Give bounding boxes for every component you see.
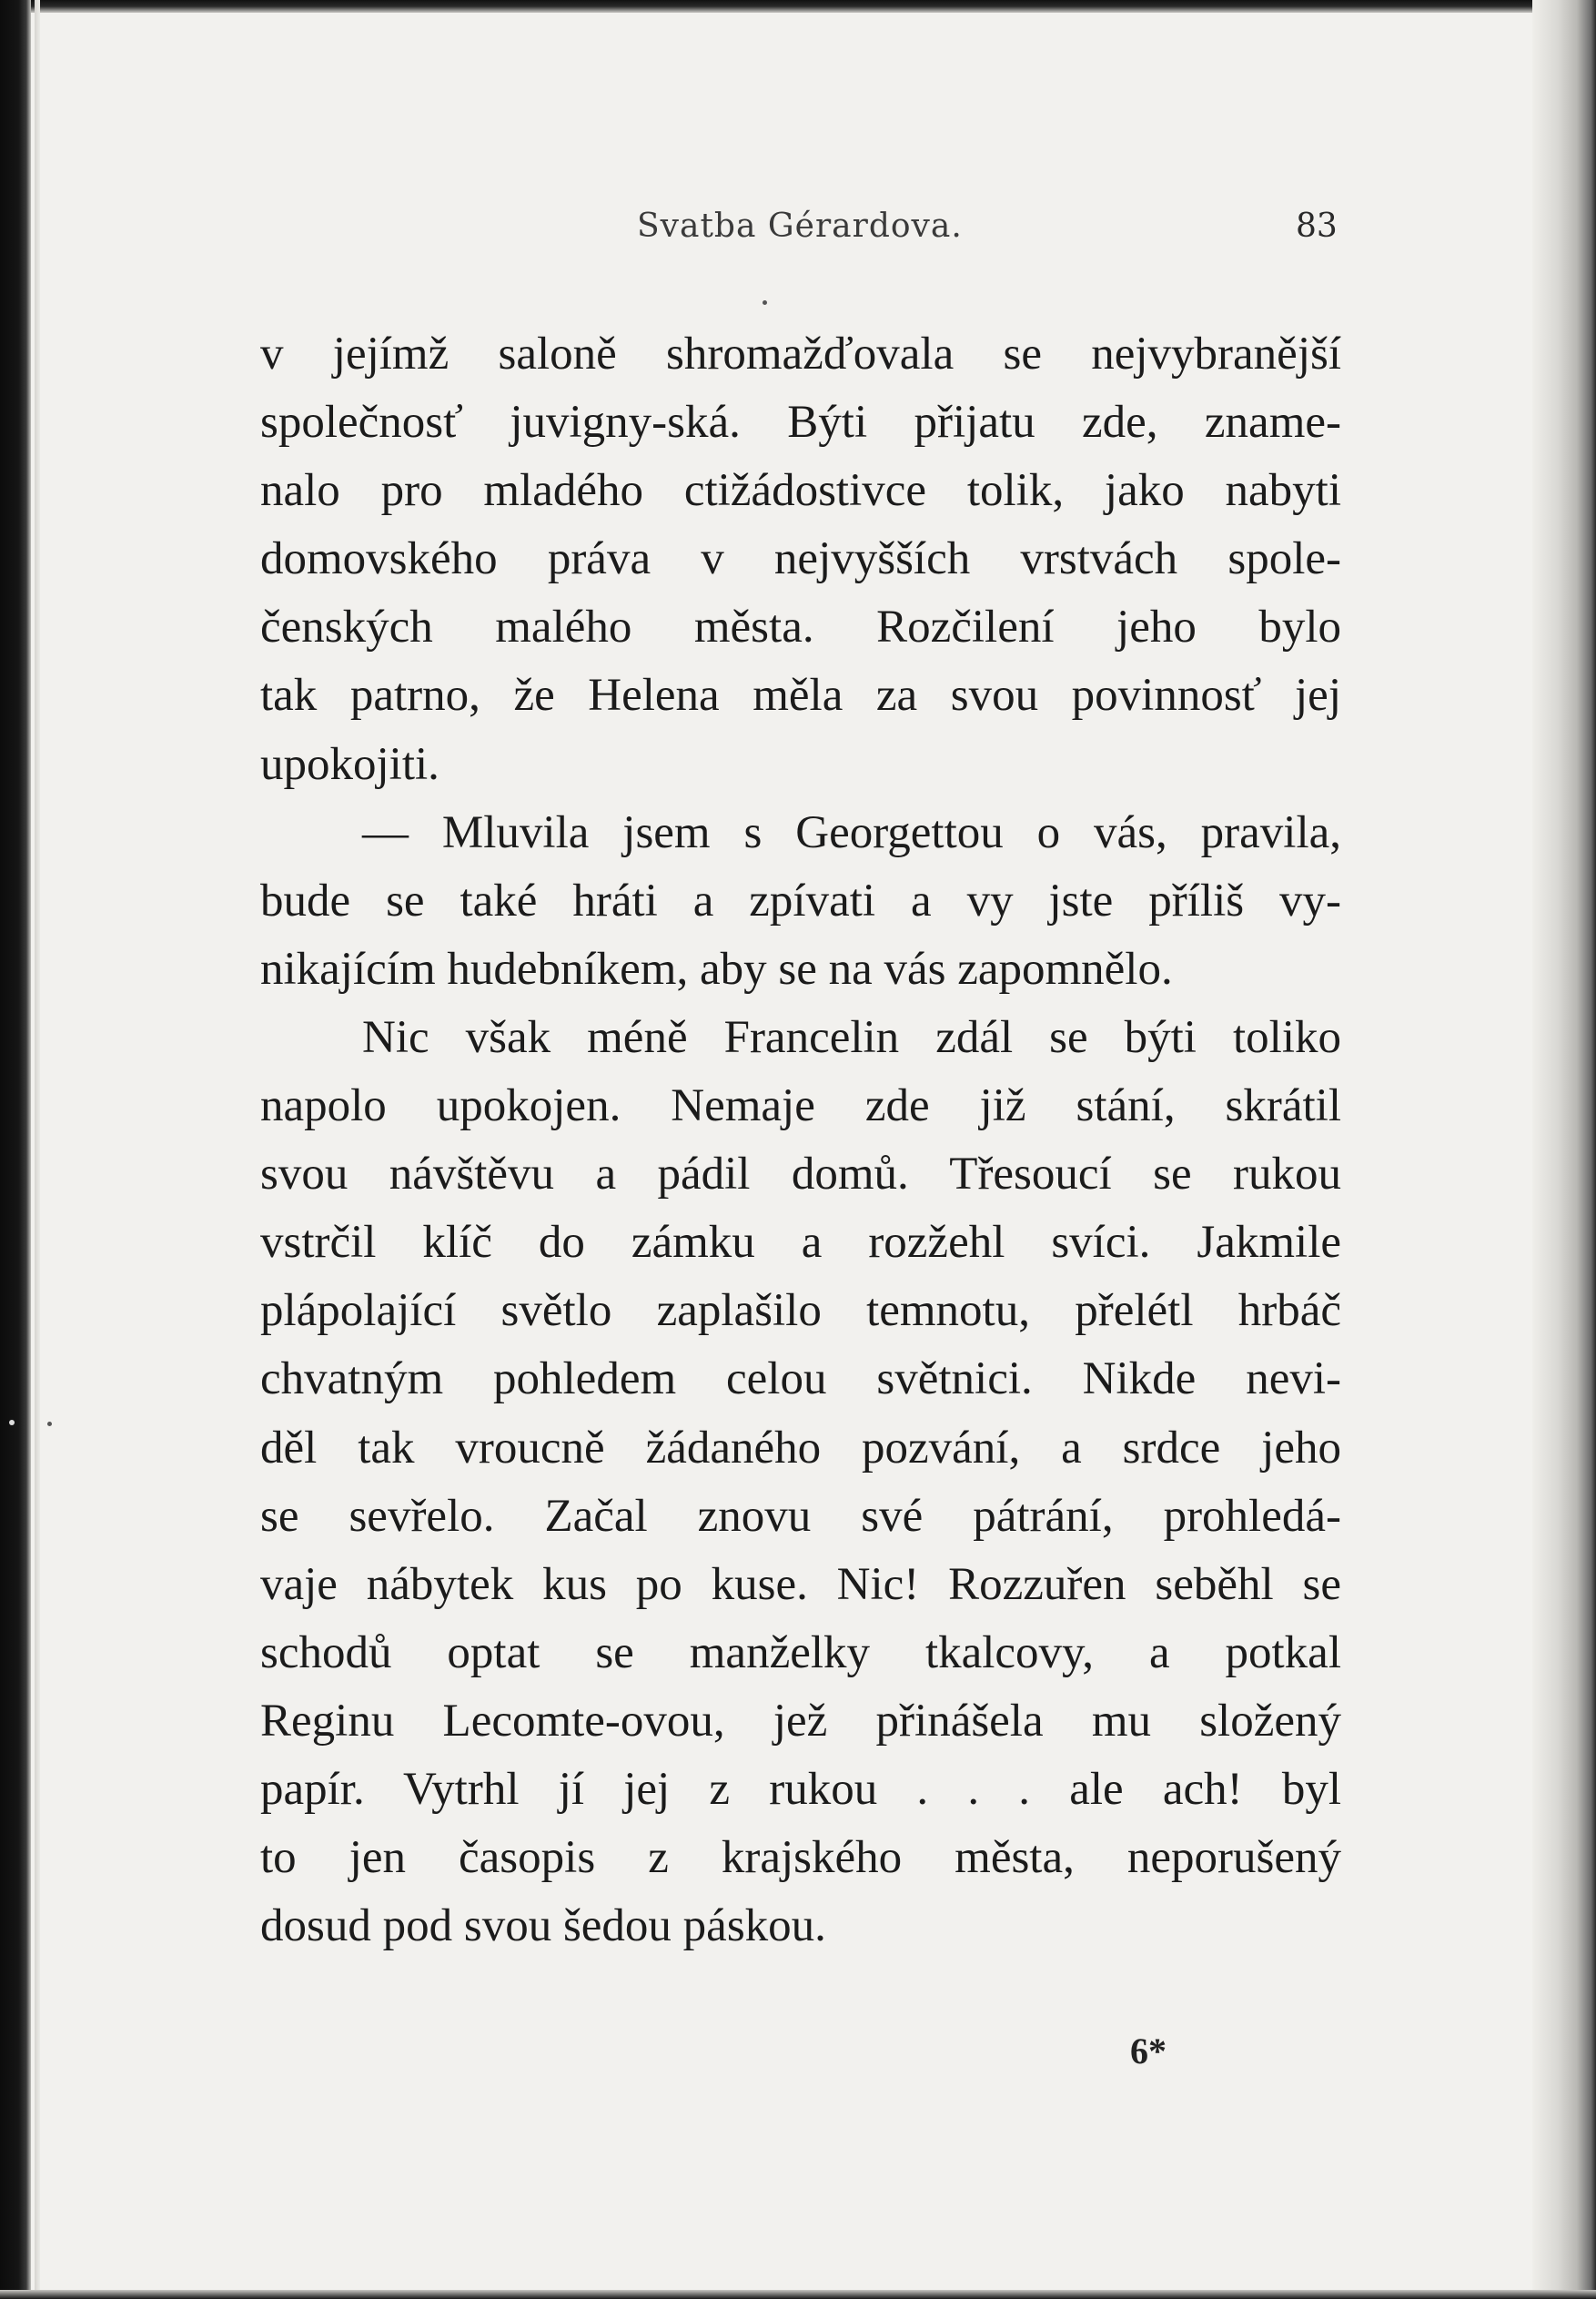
text-line: napolo upokojen. Nemaje zde již stání, skrátil	[260, 1080, 1341, 1132]
text-line: — Mluvila jsem s Georgettou o vás, pravila,	[362, 806, 1341, 858]
text-line: svou návštěvu a pádil domů. Třesoucí se rukou	[260, 1149, 1341, 1200]
scan-edge-bottom	[0, 2290, 1596, 2299]
signature-mark: 6*	[1130, 2031, 1167, 2071]
scan-speck	[763, 300, 767, 305]
text-line: domovského práva v nejvyšších vrstvách spole-	[260, 533, 1341, 585]
running-title: Svatba Gérardova.	[637, 208, 963, 245]
scan-edge-left	[0, 0, 31, 2299]
scan-speck	[9, 1420, 15, 1425]
text-line: Nic však méně Francelin zdál se býti toliko	[362, 1011, 1341, 1063]
text-line: schodů optat se manželky tkalcovy, a potkal	[260, 1626, 1341, 1678]
page-gutter	[35, 0, 40, 2299]
text-line: tak patrno, že Helena měla za svou povinnosť jej	[260, 670, 1341, 722]
scan-edge-top	[0, 0, 1596, 13]
text-line: nalo pro mladého ctižádostivce tolik, jako nabyti	[260, 465, 1341, 517]
text-line: vaje nábytek kus po kuse. Nic! Rozzuřen seběhl se	[260, 1558, 1341, 1610]
text-line: vstrčil klíč do zámku a rozžehl svíci. Jakmile	[260, 1217, 1341, 1269]
text-line: děl tak vroucně žádaného pozvání, a srdce jeho	[260, 1422, 1341, 1474]
text-line: plápolající světlo zaplašilo temnotu, přelétl hrbáč	[260, 1285, 1341, 1337]
text-line: chvatným pohledem celou světnici. Nikde nevi-	[260, 1353, 1341, 1405]
text-line: čenských malého města. Rozčilení jeho bylo	[260, 602, 1341, 653]
text-line: to jen časopis z krajského města, neporušený	[260, 1832, 1341, 1884]
scan-edge-right	[1532, 0, 1596, 2299]
text-line: společnosť juvigny-ská. Býti přijatu zde, zname-	[260, 397, 1341, 449]
text-line: v jejímž saloně shromažďovala se nejvybranější	[260, 329, 1341, 380]
text-line: Reginu Lecomte-ovou, jež přinášela mu složený	[260, 1695, 1341, 1747]
text-line: nikajícím hudebníkem, aby se na vás zapomnělo.	[260, 943, 1173, 995]
text-line: dosud pod svou šedou páskou.	[260, 1900, 826, 1952]
body-text	[260, 320, 1341, 1960]
scan-speck	[47, 1422, 52, 1426]
page-number: 83	[1296, 208, 1338, 245]
text-line: upokojiti.	[260, 738, 439, 790]
text-line: bude se také hráti a zpívati a vy jste příliš vy-	[260, 875, 1341, 927]
text-line: se sevřelo. Začal znovu své pátrání, prohledá-	[260, 1490, 1341, 1542]
text-line: papír. Vytrhl jí jej z rukou . . . ale ach! byl	[260, 1763, 1341, 1815]
